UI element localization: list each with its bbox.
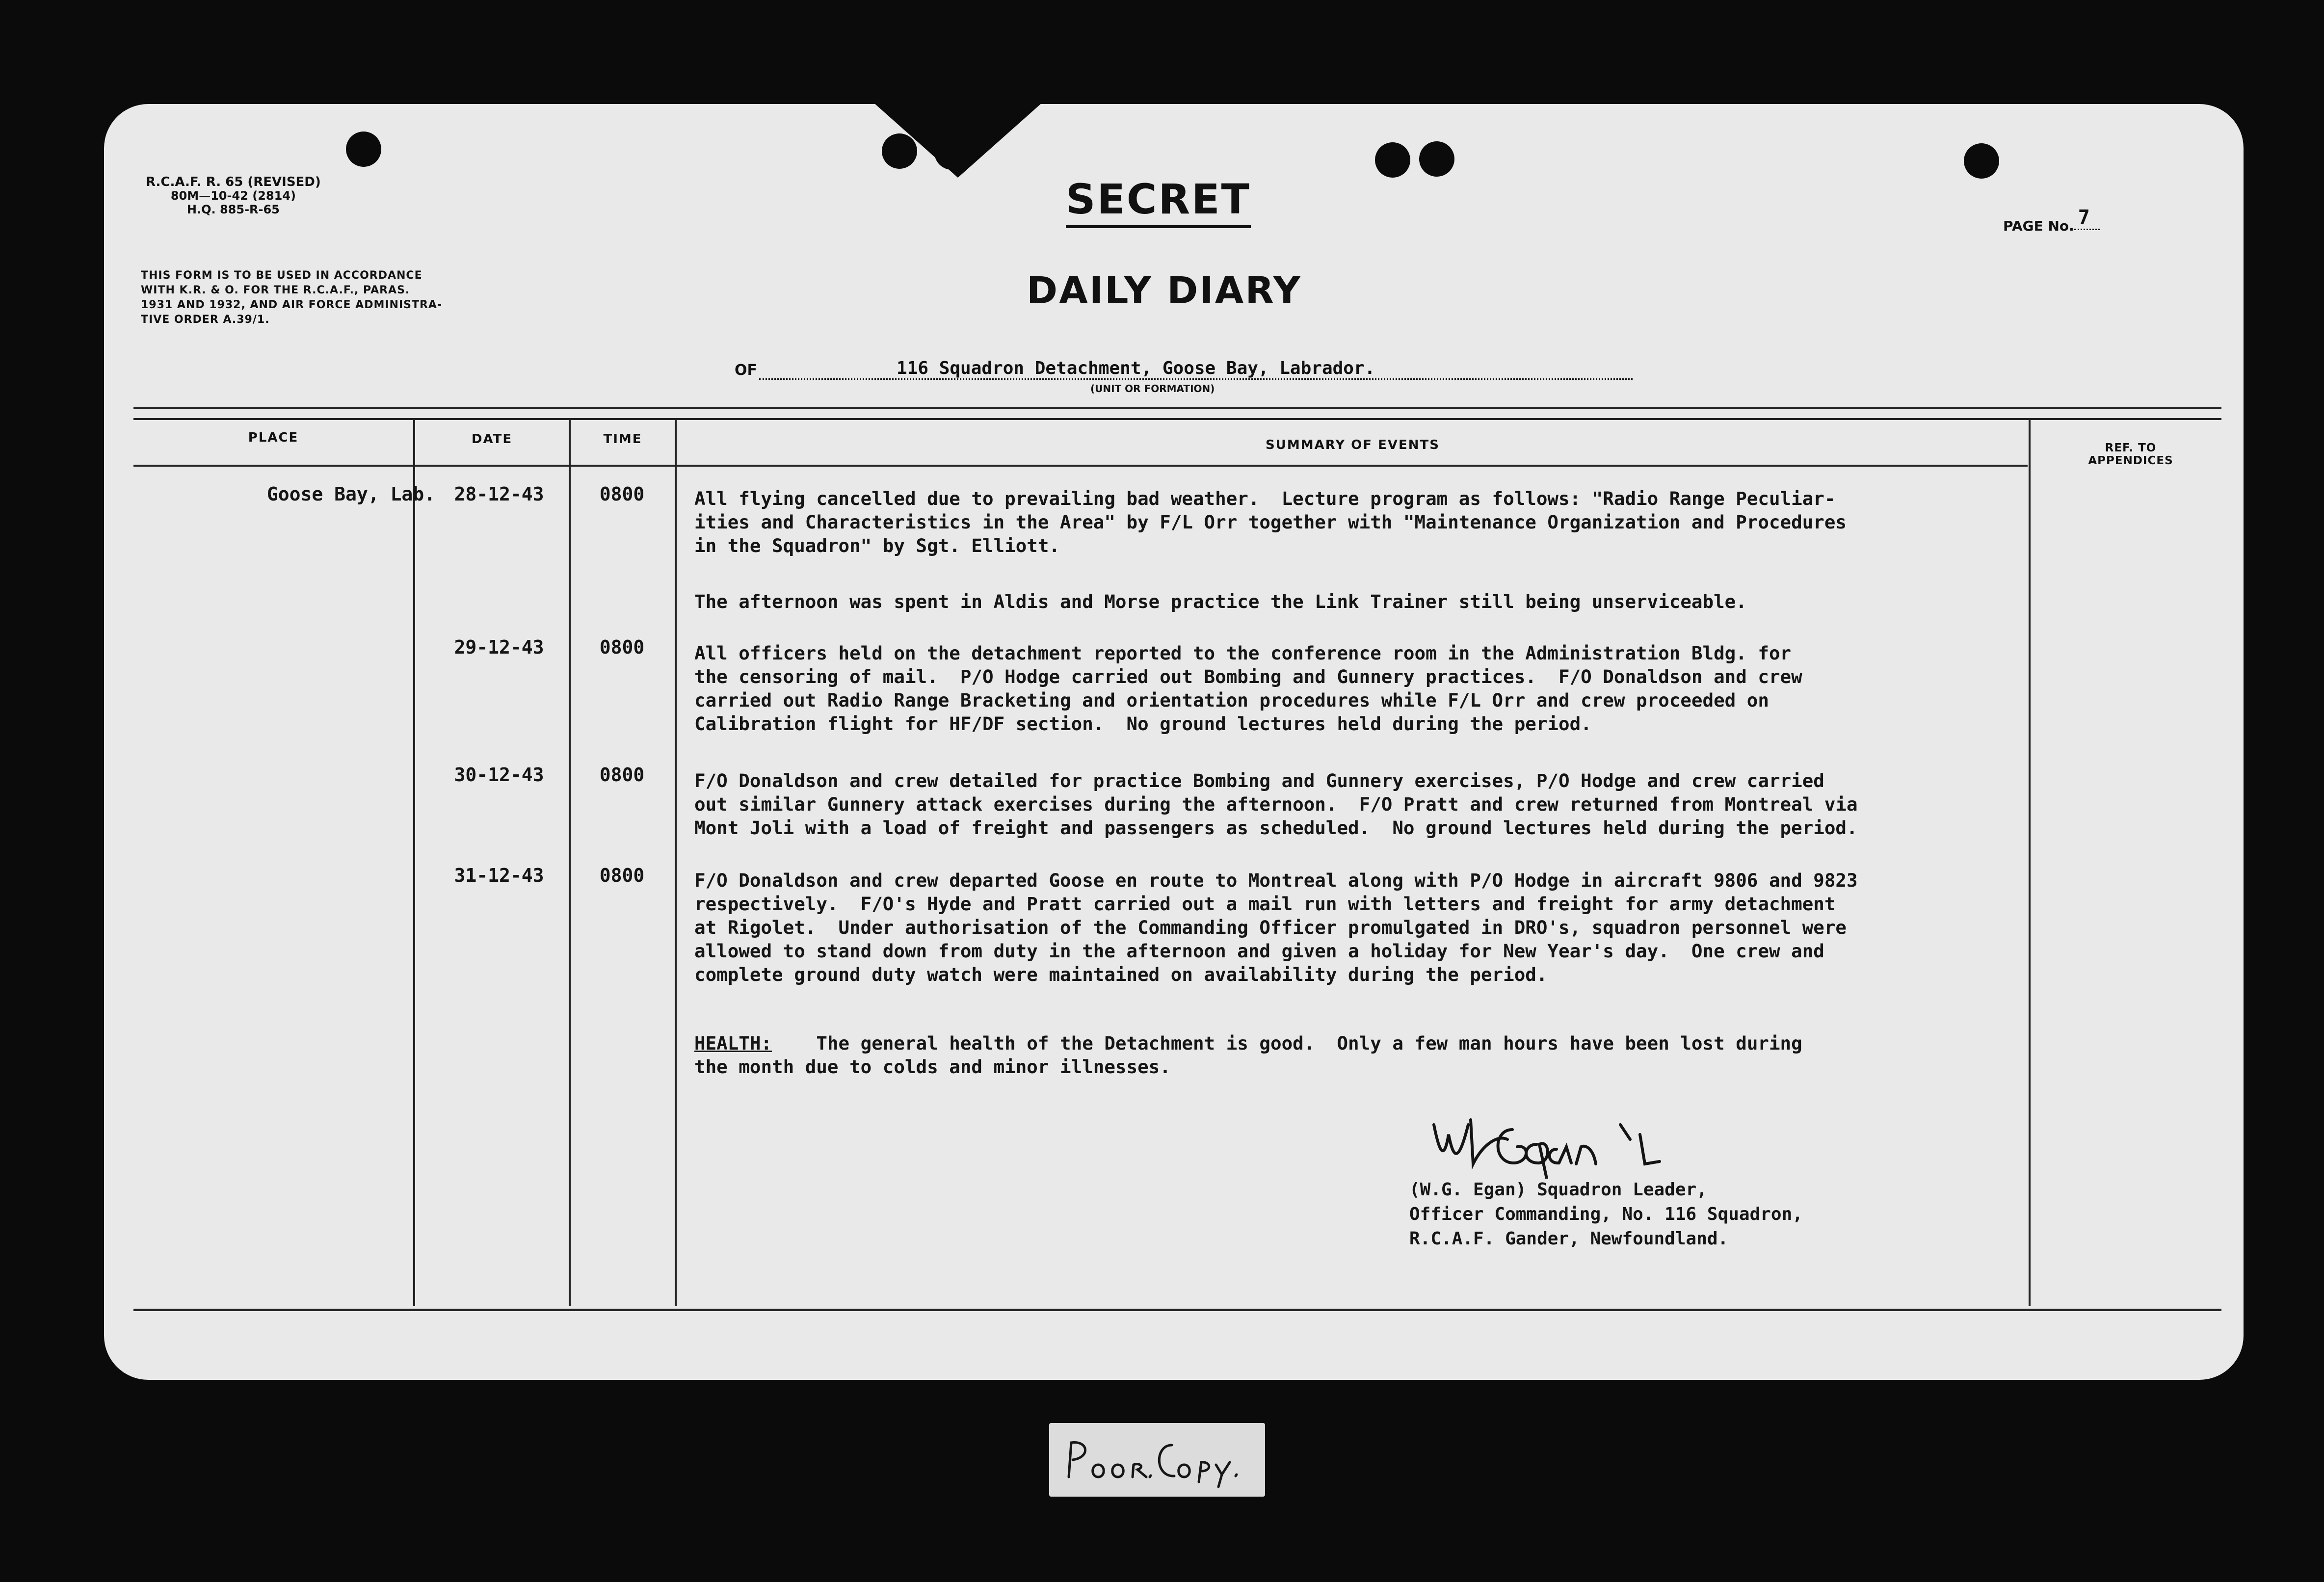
page-number <box>2003 206 2100 236</box>
column-header-summary: SUMMARY OF EVENTS <box>1266 438 1440 452</box>
health-label: HEALTH: <box>694 1032 772 1054</box>
health-summary <box>694 1031 2034 1055</box>
instruction-line: WITH K.R. & O. FOR THE R.C.A.F., PARAS. <box>141 284 410 296</box>
time-cell: 0800 <box>599 764 645 786</box>
classification-heading: SECRET <box>1066 175 1251 228</box>
instruction-line: 1931 AND 1932, AND AIR FORCE ADMINISTRA- <box>141 299 443 311</box>
form-code <box>146 175 321 216</box>
ref-header-line: REF. TO <box>2105 442 2157 454</box>
punch-hole <box>1375 142 1410 178</box>
event-summary: F/O Donaldson and crew departed Goose en route to Montreal along with P/O Hodge in aircraft 9806 and 9823 respectively. F/O's Hyde and Pratt carried out a mail run with letters and freight for army detachment at Rigolet. Under authorisation of the Commanding Officer promulgated in DRO's, squadron personnel were allowed to stand down from duty in the afternoon and given a holiday for New Year's day. One crew and complete ground duty watch were maintained on availability during the period. <box>694 870 1858 985</box>
column-divider <box>675 418 677 1306</box>
ref-header-line: APPENDICES <box>2088 454 2173 467</box>
instruction-line: TIVE ORDER A.39/1. <box>141 314 270 326</box>
page-title: DAILY DIARY <box>1027 268 1302 312</box>
handwritten-signature <box>1424 1105 1699 1179</box>
punch-hole <box>346 132 381 167</box>
punch-hole <box>934 134 970 170</box>
date-cell: 28-12-43 <box>454 483 544 505</box>
signature-block: (W.G. Egan) Squadron Leader, Officer Commanding, No. 116 Squadron, R.C.A.F. Gander, Newfoundland. <box>1409 1180 1803 1249</box>
diary-form-card <box>104 104 2244 1380</box>
table-top-rule <box>133 407 2221 409</box>
date-cell: 29-12-43 <box>454 636 544 658</box>
time-cell: 0800 <box>599 865 645 886</box>
unit-field <box>759 358 1633 380</box>
event-summary: The afternoon was spent in Aldis and Morse practice the Link Trainer still being unserviceable. <box>694 591 1747 612</box>
column-header-ref <box>2037 442 2224 467</box>
column-header-place: PLACE <box>248 430 299 445</box>
instruction-line: THIS FORM IS TO BE USED IN ACCORDANCE <box>141 269 423 282</box>
punch-hole <box>882 133 917 169</box>
unit-caption: (UNIT OR FORMATION) <box>1090 383 1215 395</box>
column-divider <box>569 418 571 1306</box>
health-text: The general health of the Detachment is good. Only a few man hours have been lost during <box>772 1032 1802 1054</box>
date-cell: 30-12-43 <box>454 764 544 786</box>
table-bottom-rule <box>133 1309 2221 1311</box>
time-cell: 0800 <box>599 483 645 505</box>
punch-hole <box>1419 141 1454 177</box>
poor-copy-handwriting <box>1049 1423 1265 1497</box>
poor-copy-stamp <box>1049 1423 1265 1497</box>
page-number-label: PAGE No. <box>2003 218 2074 234</box>
page-number-value: 7 <box>2074 206 2100 230</box>
form-code-line: R.C.A.F. R. 65 (REVISED) <box>146 175 321 189</box>
date-cell: 31-12-43 <box>454 865 544 886</box>
form-code-line: 80M—10-42 (2814) <box>170 189 296 203</box>
punch-hole <box>1964 143 1999 179</box>
event-summary: All officers held on the detachment reported to the conference room in the Administration Bldg. for the censoring of mail. P/O Hodge carried out Bombing and Gunnery practices. F/O Donaldson and crew carried out Radio Range Bracketing and orientation procedures while F/L Orr and crew proceeded on Calibration flight for HF/DF section. No ground lectures held during the period. <box>694 642 1802 735</box>
unit-value: 116 Squadron Detachment, Goose Bay, Labrador. <box>897 358 1375 378</box>
time-cell: 0800 <box>599 636 645 658</box>
column-header-time: TIME <box>603 432 642 447</box>
form-code-line: H.Q. 885-R-65 <box>186 203 280 216</box>
event-summary: F/O Donaldson and crew detailed for practice Bombing and Gunnery exercises, P/O Hodge and crew carried out similar Gunnery attack exercises during the afternoon. F/O Pratt and crew returned from Montreal via Mont Joli with a load of freight and passengers as scheduled. No ground lectures held during the period. <box>694 770 1858 839</box>
event-summary: All flying cancelled due to prevailing bad weather. Lecture program as follows: "Radio Range Peculiar- ities and Characteristics in the Area" by F/L Orr together with "Maintenance Organization and Procedures in the Squadron" by Sgt. Elliott. <box>694 488 1847 556</box>
table-header-rule <box>133 418 2221 420</box>
of-label: OF <box>735 362 757 379</box>
column-header-date: DATE <box>471 432 513 447</box>
form-instructions <box>141 268 524 327</box>
table-header-bottom-rule <box>133 465 2028 467</box>
column-divider <box>413 418 415 1306</box>
health-summary-continued: the month due to colds and minor illnesses. <box>694 1056 1171 1078</box>
place-cell: Goose Bay, Lab. <box>266 483 435 505</box>
